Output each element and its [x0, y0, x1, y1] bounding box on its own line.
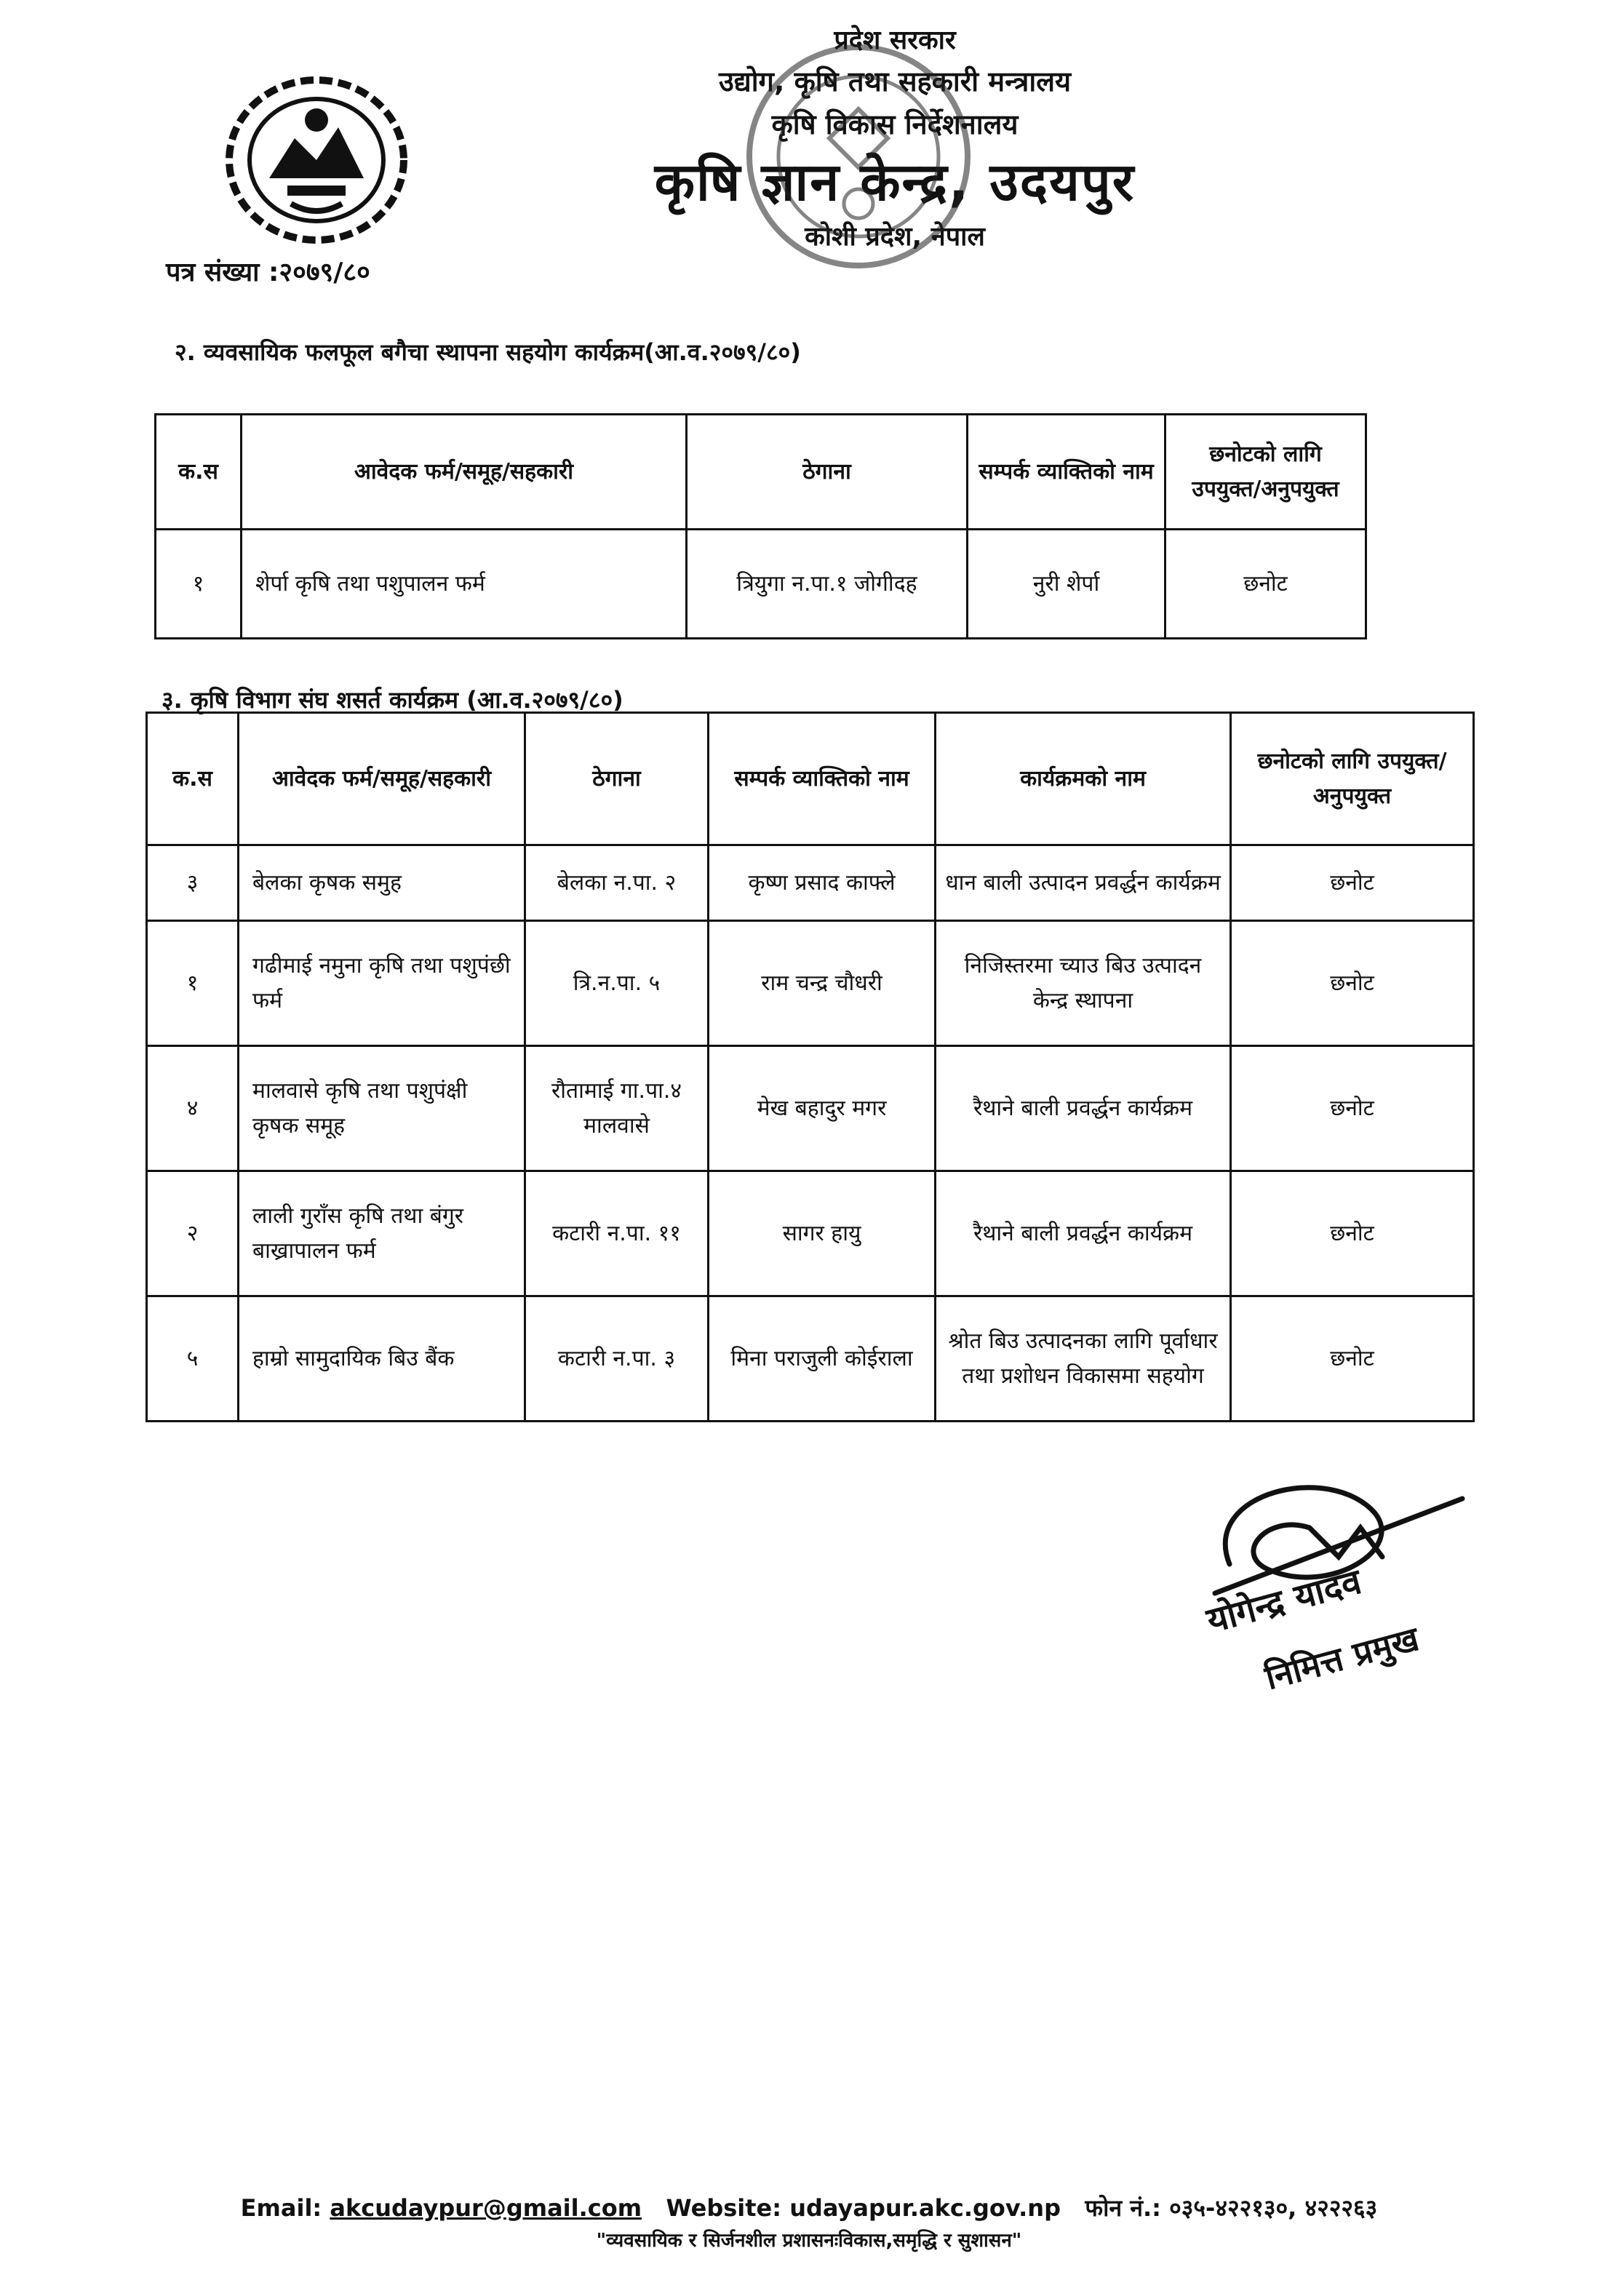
cell-program: रैथाने बाली प्रवर्द्धन कार्यक्रम [936, 1171, 1231, 1296]
website-link[interactable]: udayapur.akc.gov.np [789, 2194, 1061, 2222]
cell-applicant: बेलका कृषक समुह [239, 845, 525, 921]
cell-program: निजिस्तरमा च्याउ बिउ उत्पादन केन्द्र स्थापना [936, 921, 1231, 1046]
header-sn: क.स [156, 415, 242, 530]
section3-table [146, 711, 1475, 1422]
cell-contact: मिना पराजुली कोईराला [709, 1296, 936, 1422]
footer-motto: "व्यवसायिक र सिर्जनशील प्रशासनःविकास,समृद्धि र सुशासन" [596, 2230, 1022, 2252]
cell-address: त्रियुगा न.पा.१ जोगीदह [687, 530, 968, 639]
letterhead-ministry: उद्योग, कृषि तथा सहकारी मन्त्रालय [718, 65, 1072, 97]
phone-number: ०३५-४२२१३०, ४२२२६३ [1169, 2194, 1378, 2222]
email-link[interactable]: akcudaypur@gmail.com [330, 2194, 642, 2222]
footer [0, 2190, 1618, 2255]
cell-applicant: हाम्रो सामुदायिक बिउ बैंक [239, 1296, 525, 1422]
cell-status: छनोट [1231, 1296, 1474, 1422]
phone-label: फोन नं.: [1085, 2194, 1161, 2222]
email-label: Email: [240, 2194, 322, 2222]
reference-number: पत्र संख्या :२०७९/८० [166, 258, 370, 287]
section3-title: ३. कृषि विभाग संघ शसर्त कार्यक्रम (आ.व.२०७९/८०) [162, 686, 623, 714]
cell-status: छनोट [1165, 530, 1366, 639]
cell-applicant: लाली गुराँस कृषि तथा बंगुर बाख्रापालन फर्म [239, 1171, 525, 1296]
header-contact: सम्पर्क व्याक्तिको नाम [709, 713, 936, 845]
cell-applicant: शेर्पा कृषि तथा पशुपालन फर्म [242, 530, 687, 639]
cell-sn: १ [147, 921, 239, 1046]
cell-applicant: गढीमाई नमुना कृषि तथा पशुपंछी फर्म [239, 921, 525, 1046]
letterhead-government: प्रदेश सरकार [834, 25, 956, 55]
section2-table [154, 413, 1367, 639]
cell-address: रौतामाई गा.पा.४ मालवासे [525, 1046, 709, 1171]
cell-address: त्रि.न.पा. ५ [525, 921, 709, 1046]
cell-contact: मेख बहादुर मगर [709, 1046, 936, 1171]
table-row [147, 1046, 1474, 1171]
header-program: कार्यक्रमको नाम [936, 713, 1231, 845]
letterhead-directorate: कृषि विकास निर्देशनालय [771, 108, 1019, 140]
letterhead-province: कोशी प्रदेश, नेपाल [805, 222, 985, 252]
website-label: Website: [666, 2194, 782, 2222]
cell-address: कटारी न.पा. ११ [525, 1171, 709, 1296]
cell-program: धान बाली उत्पादन प्रवर्द्धन कार्यक्रम [936, 845, 1231, 921]
header-applicant: आवेदक फर्म/समूह/सहकारी [239, 713, 525, 845]
cell-status: छनोट [1231, 1046, 1474, 1171]
section2-title: २. व्यवसायिक फलफूल बगैचा स्थापना सहयोग कार्यक्रम(आ.व.२०७९/८०) [175, 338, 801, 366]
cell-sn: ३ [147, 845, 239, 921]
office-stamp-icon [735, 36, 982, 276]
cell-sn: २ [147, 1171, 239, 1296]
cell-status: छनोट [1231, 921, 1474, 1046]
cell-contact: कृष्ण प्रसाद काफ्ले [709, 845, 936, 921]
signatory-title: निमित्त प्रमुख [1261, 1618, 1423, 1698]
letterhead-office: कृषि ज्ञान केन्द्र, उदयपुर [654, 151, 1136, 212]
header-sn: क.स [147, 713, 239, 845]
cell-status: छनोट [1231, 845, 1474, 921]
cell-sn: १ [156, 530, 242, 639]
cell-applicant: मालवासे कृषि तथा पशुपंक्षी कृषक समूह [239, 1046, 525, 1171]
header-status: छनोटको लागि उपयुक्त/अनुपयुक्त [1231, 713, 1474, 845]
cell-contact: राम चन्द्र चौधरी [709, 921, 936, 1046]
table-header-row [156, 415, 1366, 530]
cell-program: रैथाने बाली प्रवर्द्धन कार्यक्रम [936, 1046, 1231, 1171]
footer-contact-line [0, 2190, 1618, 2226]
cell-status: छनोट [1231, 1171, 1474, 1296]
cell-contact: नुरी शेर्पा [968, 530, 1165, 639]
table-row [147, 845, 1474, 921]
table-row [147, 1171, 1474, 1296]
cell-program: श्रोत बिउ उत्पादनका लागि पूर्वाधार तथा प्रशोधन विकासमा सहयोग [936, 1296, 1231, 1422]
header-status: छनोटको लागि उपयुक्त/अनुपयुक्त [1165, 415, 1366, 530]
header-contact: सम्पर्क व्याक्तिको नाम [968, 415, 1165, 530]
cell-address: बेलका न.पा. २ [525, 845, 709, 921]
cell-contact: सागर हायु [709, 1171, 936, 1296]
cell-sn: ४ [147, 1046, 239, 1171]
signatory-name: योगेन्द्र यादव [1203, 1560, 1366, 1641]
table-row [147, 1296, 1474, 1422]
header-address: ठेगाना [525, 713, 709, 845]
table-header-row [147, 713, 1474, 845]
nepal-emblem-icon [218, 69, 415, 251]
header-applicant: आवेदक फर्म/समूह/सहकारी [242, 415, 687, 530]
cell-address: कटारी न.पा. ३ [525, 1296, 709, 1422]
table-row [156, 530, 1366, 639]
header-address: ठेगाना [687, 415, 968, 530]
cell-sn: ५ [147, 1296, 239, 1422]
table-row [147, 921, 1474, 1046]
